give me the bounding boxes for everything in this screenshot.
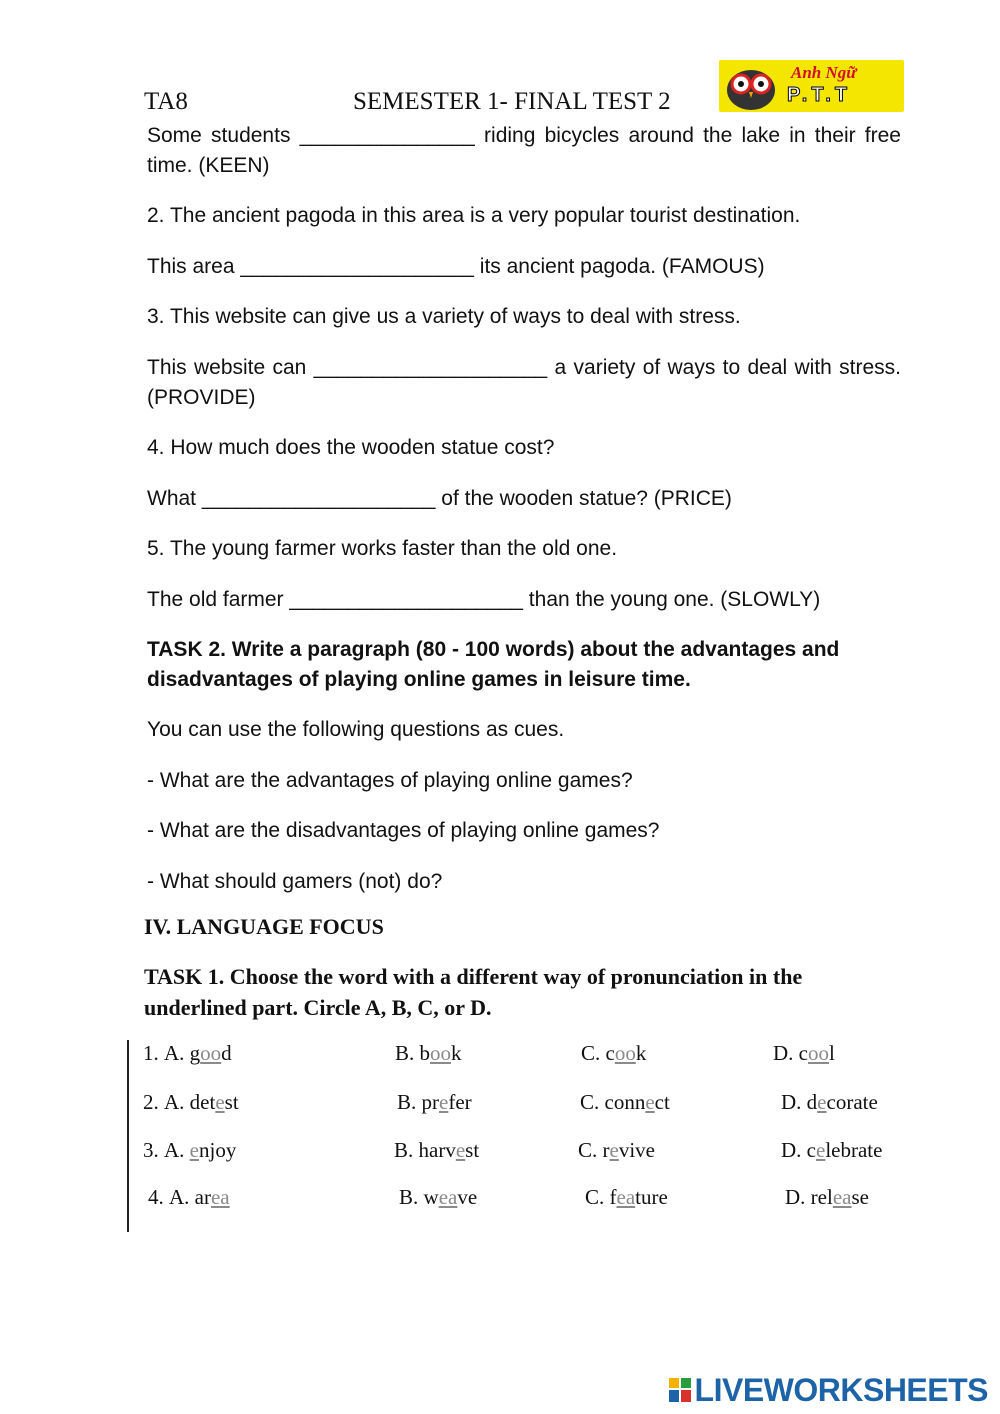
option-text-prefix: B. harv (394, 1138, 456, 1162)
option-text-prefix: C. f (585, 1185, 617, 1209)
q2-prompt: 2. The ancient pagoda in this area is a very popular tourist destination. (147, 204, 801, 227)
q4-answer-line: What ____________________ of the wooden statue? (PRICE) (147, 487, 732, 510)
pron-question-number: 3. (143, 1138, 159, 1162)
pron-question-number: 1. (143, 1041, 159, 1065)
underlined-letters: oo (200, 1041, 222, 1065)
option-text-prefix: C. r (578, 1138, 610, 1162)
task2-cue-3: - What should gamers (not) do? (147, 870, 443, 893)
option-text-suffix: njoy (199, 1138, 237, 1162)
q1-answer-line: Some students _______________ riding bicycles around the lake in their free time. (KEEN) (147, 124, 901, 177)
option-text-suffix: d (221, 1041, 232, 1065)
option-text-suffix: k (635, 1041, 647, 1065)
logo-text-bottom: P.T.T (787, 84, 852, 106)
option-text-prefix: A. g (164, 1041, 201, 1065)
underlined-letters: oo (430, 1041, 452, 1065)
underlined-letters: e (189, 1138, 199, 1162)
underlined-letters: e (439, 1090, 449, 1114)
section-heading: IV. LANGUAGE FOCUS (144, 914, 384, 939)
pron-option-d[interactable] (785, 1185, 869, 1210)
pron-question-number: 4. (148, 1185, 164, 1209)
underlined-letters: ea (210, 1185, 230, 1209)
test-title: SEMESTER 1- FINAL TEST 2 (353, 88, 671, 115)
pron-option-a[interactable] (169, 1185, 230, 1210)
q3-prompt: 3. This website can give us a variety of ways to deal with stress. (147, 305, 741, 328)
brand-logo (719, 60, 904, 112)
q5-prompt: 5. The young farmer works faster than the old one. (147, 537, 618, 560)
option-text-prefix: B. b (395, 1041, 431, 1065)
underlined-letters: e (609, 1138, 619, 1162)
underlined-letters: e (455, 1138, 466, 1162)
task2-cue-1: - What are the advantages of playing online games? (147, 769, 633, 792)
footer-brand-text: LIVEWORKSHEETS (694, 1372, 988, 1408)
option-text-prefix: D. c (781, 1138, 816, 1162)
option-text-suffix: st (465, 1138, 480, 1162)
pron-option-a[interactable] (164, 1138, 236, 1163)
option-text-suffix: lebrate (825, 1138, 883, 1162)
liveworksheets-logo-icon (669, 1378, 693, 1404)
underlined-letters: ea (438, 1185, 458, 1209)
option-text-suffix: corate (826, 1090, 878, 1114)
option-text-prefix: B. w (399, 1185, 439, 1209)
pron-option-b[interactable] (399, 1185, 477, 1210)
task2-cue-2: - What are the disadvantages of playing online games? (147, 819, 660, 842)
underlined-letters: ea (616, 1185, 636, 1209)
option-text-prefix: A. det (164, 1090, 216, 1114)
option-text-suffix: se (851, 1185, 869, 1209)
pron-option-d[interactable] (781, 1138, 882, 1163)
underlined-letters: e (816, 1138, 826, 1162)
option-text-prefix: A. ar (169, 1185, 211, 1209)
pron-option-c[interactable] (581, 1041, 646, 1066)
underlined-letters: e (215, 1090, 225, 1114)
pron-option-b[interactable] (395, 1041, 462, 1066)
footer-brand (669, 1372, 988, 1409)
option-text-prefix: D. rel (785, 1185, 833, 1209)
q4-prompt: 4. How much does the wooden statue cost? (147, 436, 555, 459)
pron-option-b[interactable] (394, 1138, 479, 1163)
logo-text-top: Anh Ngữ (791, 63, 857, 82)
task2-intro: You can use the following questions as cues. (147, 718, 565, 741)
option-text-suffix: k (451, 1041, 462, 1065)
pron-option-d[interactable] (781, 1090, 878, 1115)
test-code: TA8 (144, 88, 188, 115)
option-text-prefix: C. c (581, 1041, 615, 1065)
option-text-suffix: st (224, 1090, 239, 1114)
option-text-prefix: C. conn (580, 1090, 646, 1114)
option-text-suffix: vive (618, 1138, 655, 1162)
pron-option-c[interactable] (585, 1185, 668, 1210)
pron-option-c[interactable] (578, 1138, 655, 1163)
task2-heading: TASK 2. Write a paragraph (80 - 100 words) about the advantages and disadvantages of playing online games in leisure time. (147, 638, 840, 691)
option-text-suffix: fer (448, 1090, 472, 1114)
option-text-suffix: ct (654, 1090, 670, 1114)
margin-line (127, 1040, 129, 1232)
q3-answer-line: This website can ____________________ a variety of ways to deal with stress. (PROVIDE) (147, 356, 901, 409)
option-text-prefix: D. d (781, 1090, 818, 1114)
pron-option-b[interactable] (397, 1090, 472, 1115)
pron-option-a[interactable] (164, 1090, 239, 1115)
option-text-prefix: A. (164, 1138, 190, 1162)
option-text-suffix: ve (457, 1185, 478, 1209)
underlined-letters: ea (832, 1185, 852, 1209)
q2-answer-line: This area ____________________ its ancient pagoda. (FAMOUS) (147, 255, 765, 278)
option-text-prefix: B. pr (397, 1090, 439, 1114)
underlined-letters: e (645, 1090, 655, 1114)
pron-option-d[interactable] (773, 1041, 835, 1066)
pron-question-number: 2. (143, 1090, 159, 1114)
underlined-letters: e (817, 1090, 827, 1114)
option-text-prefix: D. c (773, 1041, 808, 1065)
task1-heading: TASK 1. Choose the word with a different way of pronunciation in the underlined part. Circle A, B, C, or D. (144, 964, 803, 1020)
pron-option-c[interactable] (580, 1090, 670, 1115)
q5-answer-line: The old farmer ____________________ than the young one. (SLOWLY) (147, 588, 821, 611)
underlined-letters: oo (808, 1041, 829, 1065)
pron-option-a[interactable] (164, 1041, 232, 1066)
option-text-suffix: l (829, 1041, 835, 1065)
option-text-suffix: ture (635, 1185, 668, 1209)
underlined-letters: oo (614, 1041, 636, 1065)
